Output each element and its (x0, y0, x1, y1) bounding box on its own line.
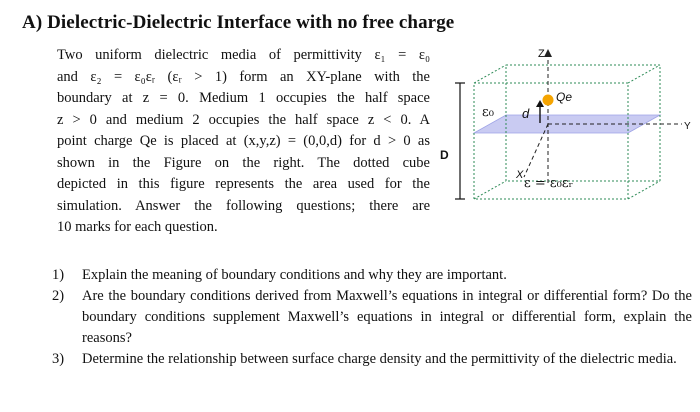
z-axis-label: Z (538, 48, 545, 60)
charge-label: Qe (556, 90, 573, 104)
question-text: Determine the relationship between surface charge density and the permittivity of the dielectric media. (82, 351, 677, 367)
question-number: 2) (52, 288, 65, 304)
statement-line: boundary at z = 0. Medium 1 occupies the half space (57, 90, 430, 106)
problem-statement (57, 45, 430, 239)
d-label: d (522, 106, 530, 121)
statement-line: 10 marks for each question. (57, 219, 218, 235)
x-axis-label: X (516, 169, 524, 181)
question-number: 3) (52, 351, 65, 367)
statement-line: and ε₂ = ε₀εᵣ (εᵣ > 1) form an XY-plane with the (57, 68, 430, 85)
statement-line: Two uniform dielectric media of permittivity ε₁ = ε₀ (57, 47, 430, 63)
point-charge (543, 95, 554, 106)
question-list (52, 265, 692, 370)
section-title: A) Dielectric-Dielectric Interface with no free charge (22, 12, 455, 33)
statement-line: point charge Qe is placed at (x,y,z) = (0,0,d) for d > 0 as (57, 133, 430, 149)
question-text: Explain the meaning of boundary conditions and why they are important. (82, 267, 507, 283)
question-item (52, 265, 692, 286)
statement-line: simulation. Answer the following questions; there are (57, 197, 430, 214)
question-item (52, 349, 692, 370)
statement-line: depicted in this figure represents the area used for the (57, 176, 430, 192)
medium2-permittivity-label: ε = ε₀εᵣ (524, 176, 574, 191)
z-axis-arrowhead (544, 49, 552, 57)
question-number: 1) (52, 267, 65, 283)
question-text: Are the boundary conditions derived from Maxwell’s equations in integral or differential form? Do the boundary conditions supplement Maxwell’s equations in integral or differential form, explain the reasons? (82, 288, 692, 346)
statement-line: z > 0 and medium 2 occupies the half space z < 0. A (57, 111, 430, 128)
statement-line: shown in the Figure on the right. The dotted cube (57, 154, 430, 171)
D-label: D (440, 148, 449, 162)
question-item (52, 286, 692, 349)
y-axis-label: Y (684, 121, 691, 132)
epsilon0-label: ε₀ (482, 105, 494, 120)
dielectric-interface-figure (438, 43, 696, 223)
